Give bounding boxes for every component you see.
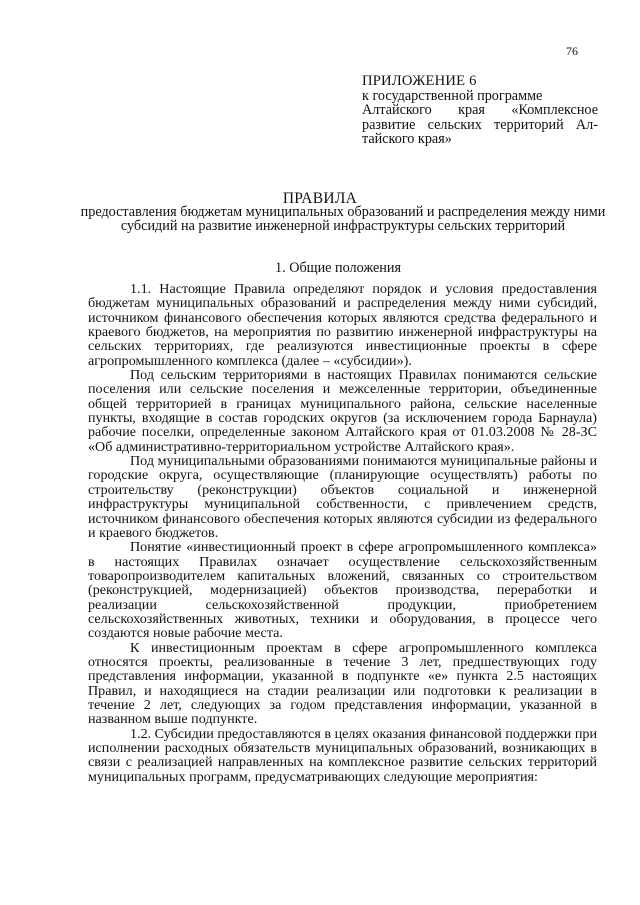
paragraph-1-1: 1.1. Настоящие Правила определяют порядок и условия предоставления бюджетам муниципальных образований и распределения между ними субсидий, источником финансового обеспечения которых являются средства федерального и краевого бюджетов, на мероприятия по развитию инженерной инфраструктуры на сельских территориях, где реализуются инвестиционные проекты в сфере агропромышленного комплекса (далее – «субсидии»). [88, 281, 597, 369]
paragraph-municipal-entities: Под муниципальными образованиями понимаются муниципальные районы и городские округа, осуществляющие (планирующие осуществлять) работы по строительству (реконструкции) объектов социальной и инженерной инфраструктуры муниципальной собственности, с привлечением средств, источником финансового обеспечения которых являются субсидии из федерального и краевого бюджетов. [88, 453, 597, 541]
appendix-block [362, 74, 598, 147]
appendix-title: ПРИЛОЖЕНИЕ 6 [362, 73, 477, 89]
section-body [88, 282, 597, 784]
paragraph-1-2: 1.2. Субсидии предоставляются в целях оказания финансовой поддержки при исполнении расходных обязательств муниципальных образований, возникающих в связи с реализацией направленных на комплексное развитие сельских территорий муниципальных программ, предусматривающих следующие мероприятия: [88, 725, 597, 785]
appendix-line-2: Алтайского края «Комплексное [362, 102, 598, 118]
paragraph-investment-projects-scope: К инвестиционным проектам в сфере агропромышленного комплекса относятся проекты, реализованные в течение 3 лет, предшествующих году представления информации, указанной в подпункте «е» пункта 2.5 настоящих Правил, и находящиеся на стадии реализации или подготовки к реализации в течение 2 лет, следующих за годом представления информации, указанной в названном выше подпункте. [88, 639, 597, 728]
appendix-line-1: к государственной программе [362, 87, 543, 104]
paragraph-investment-project: Понятие «инвестиционный проект в сфере агропромышленного комплекса» в настоящих Правилах означает осуществление сельскохозяйственным товаропроизводителем капитальных вложений, связанных со строительством (реконструкцией, модернизацией) объектов производства, переработки и реализации сельскохозяйственной продукции, приобретением сельскохозяйственных животных, техники и оборудования, в процессе чего создаются новые рабочие места. [88, 539, 597, 642]
document-title: ПРАВИЛА [282, 190, 358, 207]
section-title: 1. Общие положения [275, 260, 401, 276]
appendix-line-4: тайского края» [362, 131, 452, 147]
page-number: 76 [566, 44, 578, 58]
document-subtitle: предоставления бюджетам муниципальных образований и распределения между ними субсидий на развитие инженерной инфраструктуры сельских территорий [80, 204, 606, 234]
appendix-line-3: развитие сельских территорий Ал- [362, 116, 598, 133]
paragraph-rural-territories: Под сельским территориями в настоящих Правилах понимаются сельские поселения или сельские поселения и межселенные территории, объединенные общей территорией в границах муниципального района, сельские населенные пункты, входящие в состав городских округов (за исключением города Барнаула) рабочие поселки, определенные законом Алтайского края от 01.03.2008 № 28-ЗС «Об административно-территориальном устройстве Алтайского края». [88, 367, 597, 455]
